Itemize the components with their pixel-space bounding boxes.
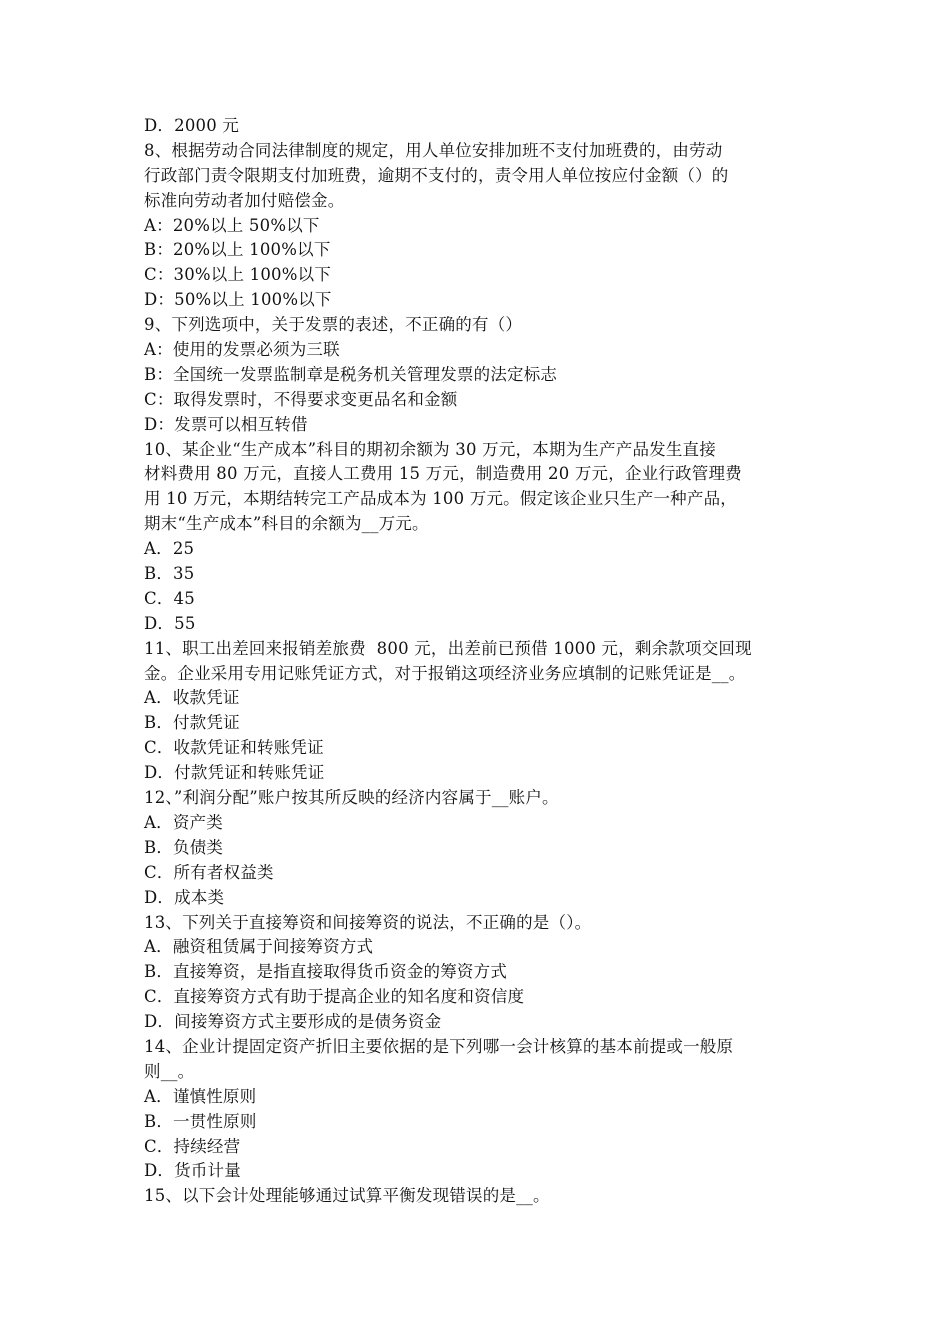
question-line: 10、某企业“生产成本”科目的期初余额为 30 万元，本期为生产产品发生直接	[144, 439, 716, 459]
option-line: A．收款凭证	[144, 688, 240, 708]
option-line: A：使用的发票必须为三联	[144, 340, 340, 360]
option-line: B．付款凭证	[144, 713, 240, 733]
option-line: B：全国统一发票监制章是税务机关管理发票的法定标志	[144, 364, 558, 384]
option-line: B．负债类	[144, 837, 224, 857]
option-line: D．成本类	[144, 887, 225, 907]
option-line: A．融资租赁属于间接筹资方式	[144, 937, 374, 957]
question-line: 期末“生产成本”科目的余额为__万元。	[144, 514, 429, 534]
option-line: B．35	[144, 564, 195, 584]
question-line: 行政部门责令限期支付加班费，逾期不支付的，责令用人单位按应付金额（）的	[144, 165, 729, 185]
option-line: D：50%以上 100%以下	[144, 290, 332, 310]
option-line: D．付款凭证和转账凭证	[144, 763, 325, 783]
option-line: C．持续经营	[144, 1136, 241, 1156]
option-line: D．2000 元	[144, 116, 240, 135]
option-line: A．资产类	[144, 812, 223, 832]
option-line: C．直接筹资方式有助于提高企业的知名度和资信度	[144, 987, 525, 1007]
question-line: 11、职工出差回来报销差旅费 800 元，出差前已预借 1000 元，剩余款项交回现	[144, 638, 752, 658]
option-line: C．收款凭证和转账凭证	[144, 738, 324, 758]
question-line: 14、企业计提固定资产折旧主要依据的是下列哪一会计核算的基本前提或一般原	[144, 1036, 734, 1056]
option-line: C．所有者权益类	[144, 862, 274, 882]
option-line: D：发票可以相互转借	[144, 414, 308, 434]
question-line: 13、下列关于直接筹资和间接筹资的说法，不正确的是（）。	[144, 912, 592, 932]
option-line: C：取得发票时，不得要求变更品名和金额	[144, 389, 458, 409]
option-line: A．25	[144, 539, 195, 559]
option-line: C．45	[144, 588, 195, 608]
question-line: 9、下列选项中，关于发票的表述，不正确的有（）	[144, 315, 523, 335]
document-page	[144, 114, 810, 1209]
option-line: B．直接筹资，是指直接取得货币资金的筹资方式	[144, 962, 508, 982]
option-line: A：20%以上 50%以下	[144, 215, 320, 235]
option-line: D．55	[144, 613, 196, 633]
question-line: 12、”利润分配”账户按其所反映的经济内容属于__账户。	[144, 788, 559, 808]
question-line: 15、以下会计处理能够通过试算平衡发现错误的是__。	[144, 1186, 550, 1206]
option-line: B．一贯性原则	[144, 1111, 257, 1131]
question-line: 则__。	[144, 1061, 195, 1081]
question-line: 8、根据劳动合同法律制度的规定，用人单位安排加班不支付加班费的，由劳动	[144, 140, 723, 160]
option-line: B：20%以上 100%以下	[144, 240, 331, 260]
question-line: 用 10 万元，本期结转完工产品成本为 100 万元。假定该企业只生产一种产品，	[144, 489, 737, 509]
option-line: D．货币计量	[144, 1161, 241, 1181]
option-line: A．谨慎性原则	[144, 1086, 257, 1106]
question-line: 金。企业采用专用记账凭证方式，对于报销这项经济业务应填制的记账凭证是__。	[144, 663, 746, 683]
option-line: C：30%以上 100%以下	[144, 265, 332, 285]
option-line: D．间接筹资方式主要形成的是债务资金	[144, 1012, 442, 1032]
question-line: 标准向劳动者加付赔偿金。	[144, 190, 345, 210]
question-line: 材料费用 80 万元，直接人工费用 15 万元，制造费用 20 万元，企业行政管理费	[144, 464, 742, 484]
